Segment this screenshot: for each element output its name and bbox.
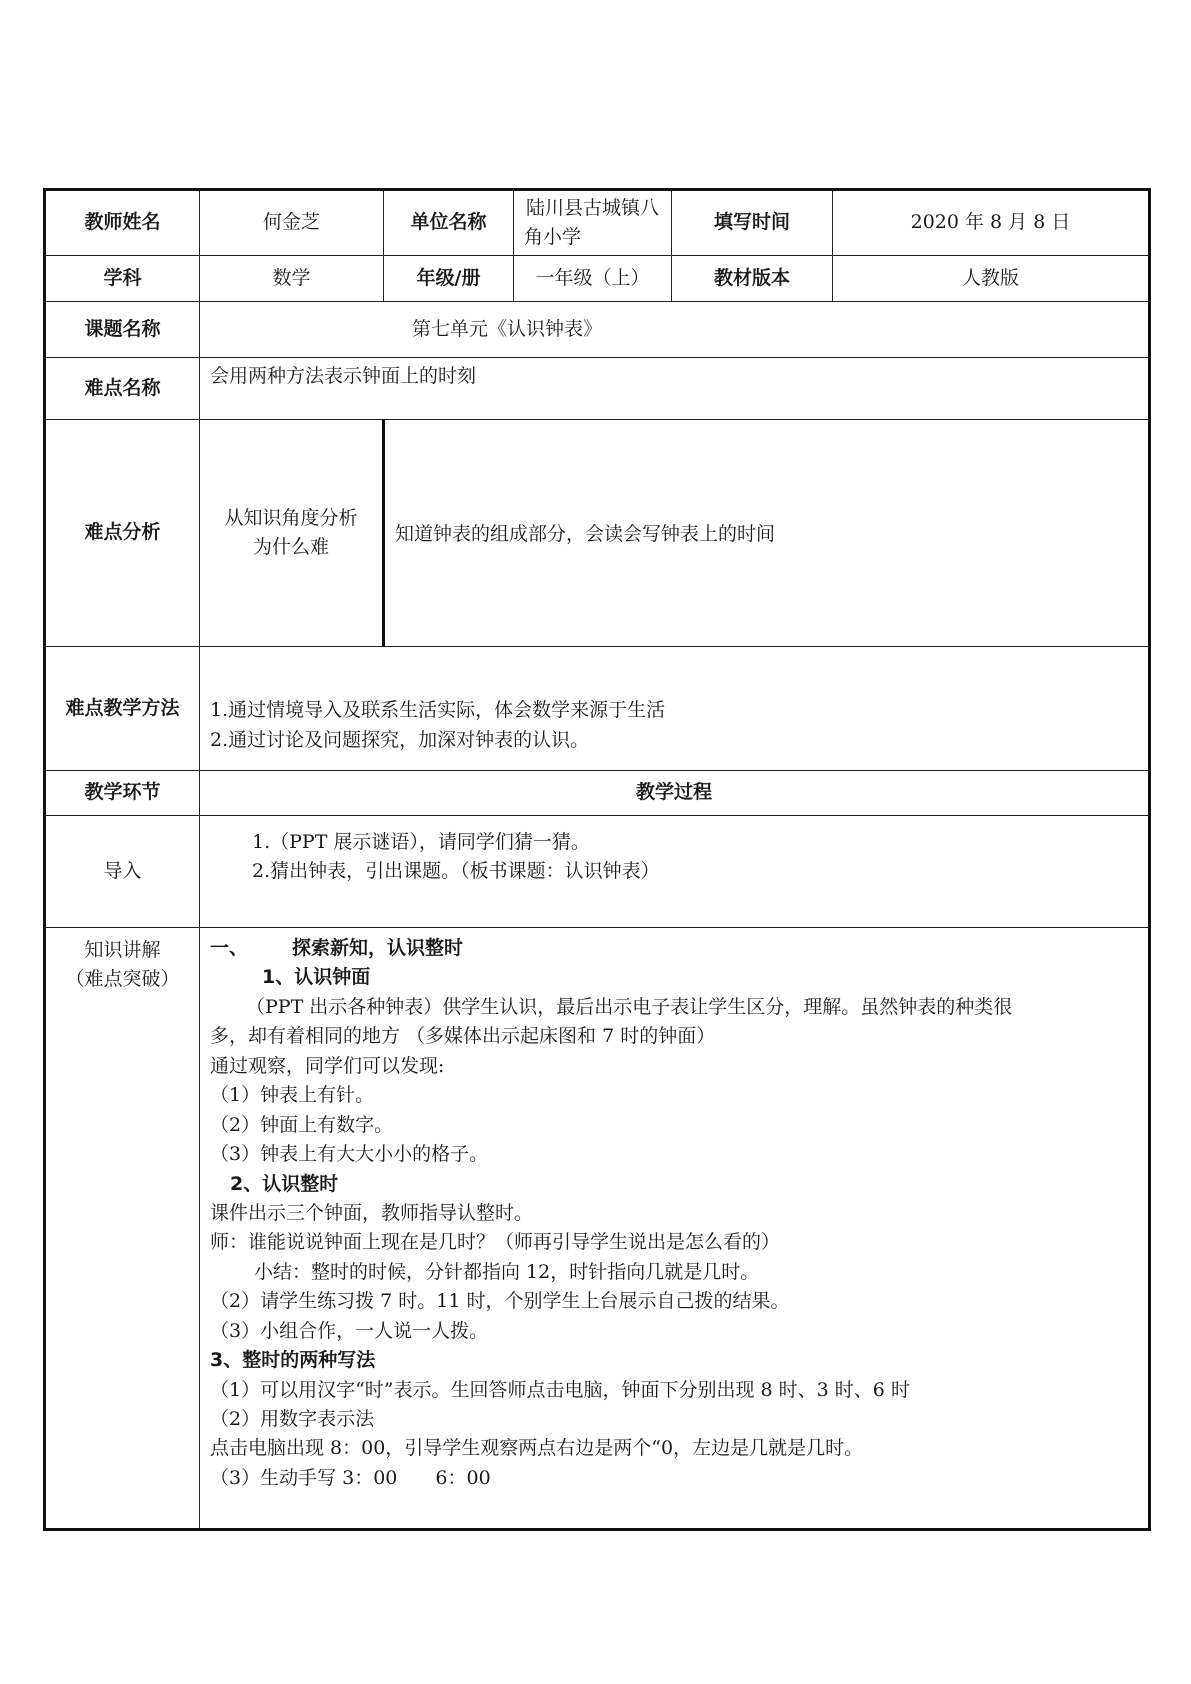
section-1-heading bbox=[210, 934, 1138, 963]
topic-label: 课题名称 bbox=[45, 302, 200, 358]
difficulty-value: 会用两种方法表示钟面上的时刻 bbox=[200, 358, 1150, 420]
row-intro bbox=[45, 816, 1150, 928]
intro-label: 导入 bbox=[45, 816, 200, 928]
row-process-header bbox=[45, 771, 1150, 816]
method-text bbox=[200, 647, 1150, 771]
topic-value: 第七单元《认识钟表》 bbox=[200, 302, 1150, 358]
method-label: 难点教学方法 bbox=[45, 647, 200, 771]
knowledge-content bbox=[200, 928, 1150, 1530]
method-line-1: 1.通过情境导入及联系生活实际，体会数学来源于生活 bbox=[210, 699, 666, 722]
unit-name-line1: 陆川县古城镇八 bbox=[525, 196, 659, 219]
paragraph-7: （3）小组合作，一人说一人拨。 bbox=[210, 1319, 489, 1342]
paragraph-11: （3）生动手写 3：00 6：00 bbox=[210, 1466, 491, 1489]
stage-header: 教学环节 bbox=[45, 771, 200, 816]
fill-date-label: 填写时间 bbox=[672, 190, 833, 256]
row-analysis bbox=[45, 420, 1150, 647]
difficulty-label: 难点名称 bbox=[45, 358, 200, 420]
analysis-sub-label bbox=[200, 420, 384, 647]
paragraph-6: （2）请学生练习拨 7 时。11 时，个别学生上台展示自己拨的结果。 bbox=[210, 1290, 790, 1313]
teacher-name-value: 何金芝 bbox=[200, 190, 384, 256]
sub-3-heading: 3、整时的两种写法 bbox=[210, 1349, 376, 1372]
row-method bbox=[45, 647, 1150, 771]
analysis-value: 知道钟表的组成部分，会读会写钟表上的时间 bbox=[384, 420, 1150, 647]
paragraph-4: 师：谁能说说钟面上现在是几时？（师再引导学生说出是怎么看的） bbox=[210, 1231, 781, 1254]
paragraph-3: 课件出示三个钟面，教师指导认整时。 bbox=[210, 1201, 534, 1224]
unit-name-label: 单位名称 bbox=[384, 190, 514, 256]
row-difficulty bbox=[45, 358, 1150, 420]
sub-1-heading: 1、认识钟面 bbox=[262, 966, 371, 989]
paragraph-2: 通过观察，同学们可以发现: bbox=[210, 1054, 445, 1077]
grade-label: 年级/册 bbox=[384, 256, 514, 302]
analysis-sub-label-line2: 为什么难 bbox=[252, 536, 329, 558]
paragraph-1: （PPT 出示各种钟表）供学生认识，最后出示电子表让学生区分，理解。虽然钟表的种类很 bbox=[246, 995, 1013, 1018]
paragraph-1b: 多，却有着相同的地方 （多媒体出示起床图和 7 时的钟面） bbox=[210, 1025, 716, 1048]
subject-value: 数学 bbox=[200, 256, 384, 302]
paragraph-10: 点击电脑出现 8：00，引导学生观察两点右边是两个“0，左边是几就是几时。 bbox=[210, 1437, 864, 1460]
edition-label: 教材版本 bbox=[672, 256, 833, 302]
intro-text bbox=[200, 816, 1150, 928]
analysis-sub-label-line1: 从知识角度分析 bbox=[224, 506, 358, 529]
section-1-number: 一、 bbox=[210, 937, 249, 959]
lesson-plan-table bbox=[43, 188, 1151, 1531]
knowledge-label-line2: （难点突破） bbox=[65, 968, 180, 991]
grade-value: 一年级（上） bbox=[514, 256, 672, 302]
unit-name-value bbox=[514, 190, 672, 256]
paragraph-8: （1）可以用汉字“时”表示。生回答师点击电脑，钟面下分别出现 8 时、3 时、6 时 bbox=[210, 1378, 910, 1401]
paragraph-5: 小结：整时的时候，分针都指向 12，时针指向几就是几时。 bbox=[254, 1260, 760, 1283]
edition-value: 人教版 bbox=[833, 256, 1150, 302]
knowledge-label bbox=[45, 928, 200, 1530]
unit-name-line2: 角小学 bbox=[524, 226, 582, 248]
analysis-label: 难点分析 bbox=[45, 420, 200, 647]
knowledge-label-line1: 知识讲解 bbox=[84, 939, 161, 961]
method-line-2: 2.通过讨论及问题探究，加深对钟表的认识。 bbox=[210, 728, 590, 751]
teacher-name-label: 教师姓名 bbox=[45, 190, 200, 256]
observation-1: （1）钟表上有针。 bbox=[210, 1084, 375, 1107]
intro-line-2: 2.猜出钟表，引出课题。（板书课题：认识钟表） bbox=[252, 860, 660, 883]
observation-3: （3）钟表上有大大小小的格子。 bbox=[210, 1143, 489, 1166]
row-teacher-info bbox=[45, 190, 1150, 256]
row-knowledge bbox=[45, 928, 1150, 1530]
fill-date-value: 2020 年 8 月 8 日 bbox=[833, 190, 1150, 256]
process-header: 教学过程 bbox=[200, 771, 1150, 816]
subject-label: 学科 bbox=[45, 256, 200, 302]
paragraph-9: （2）用数字表示法 bbox=[210, 1408, 375, 1430]
observation-2: （2）钟面上有数字。 bbox=[210, 1113, 394, 1136]
row-subject-info bbox=[45, 256, 1150, 302]
sub-2-heading: 2、认识整时 bbox=[230, 1172, 339, 1195]
section-1-title: 探索新知，认识整时 bbox=[292, 937, 464, 959]
intro-line-1: 1.（PPT 展示谜语），请同学们猜一猜。 bbox=[252, 831, 590, 853]
row-topic bbox=[45, 302, 1150, 358]
